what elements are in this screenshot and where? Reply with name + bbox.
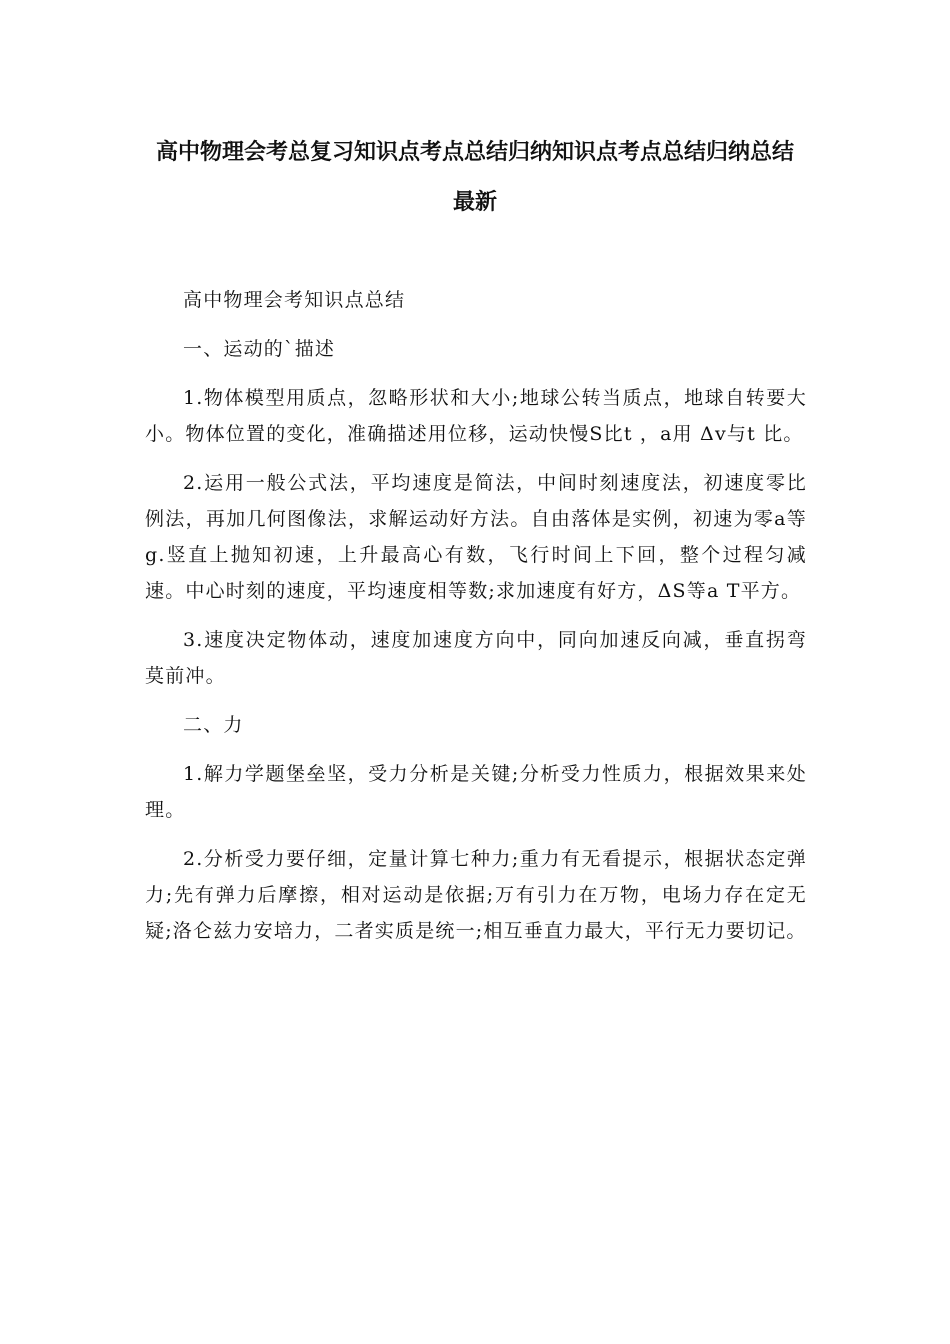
paragraph-force-2: 2.分析受力要仔细，定量计算七种力;重力有无看提示，根据状态定弹力;先有弹力后摩擦，相对运动是依据;万有引力在万物，电场力存在定无疑;洛仑兹力安培力，二者实质是统一;相互垂直力最大，平行无力要切记。 xyxy=(145,848,807,942)
paragraph-motion-1: 1.物体模型用质点，忽略形状和大小;地球公转当质点，地球自转要大小。物体位置的变化，准确描述用位移，运动快慢S比t ，a用 Δv与t 比。 xyxy=(145,387,807,445)
paragraph-motion-3: 3.速度决定物体动，速度加速度方向中，同向加速反向减，垂直拐弯莫前冲。 xyxy=(145,629,807,687)
section-heading-motion: 一、运动的`描述 xyxy=(183,338,336,360)
section-heading-force: 二、力 xyxy=(183,714,244,736)
section-heading-summary: 高中物理会考知识点总结 xyxy=(183,289,406,311)
paragraph-force-1: 1.解力学题堡垒坚，受力分析是关键;分析受力性质力，根据效果来处理。 xyxy=(145,763,807,821)
document-title-line-1: 高中物理会考总复习知识点考点总结归纳知识点考点总结归纳总结 xyxy=(155,140,794,165)
document-title-line-2: 最新 xyxy=(452,190,497,215)
paragraph-motion-2: 2.运用一般公式法，平均速度是简法，中间时刻速度法，初速度零比例法，再加几何图像法，求解运动好方法。自由落体是实例，初速为零a等g.竖直上抛知初速，上升最高心有数，飞行时间上下回，整个过程匀减速。中心时刻的速度，平均速度相等数;求加速度有好方，ΔS等a T平方。 xyxy=(145,472,807,602)
document-body xyxy=(145,282,807,962)
document-title xyxy=(120,128,830,228)
